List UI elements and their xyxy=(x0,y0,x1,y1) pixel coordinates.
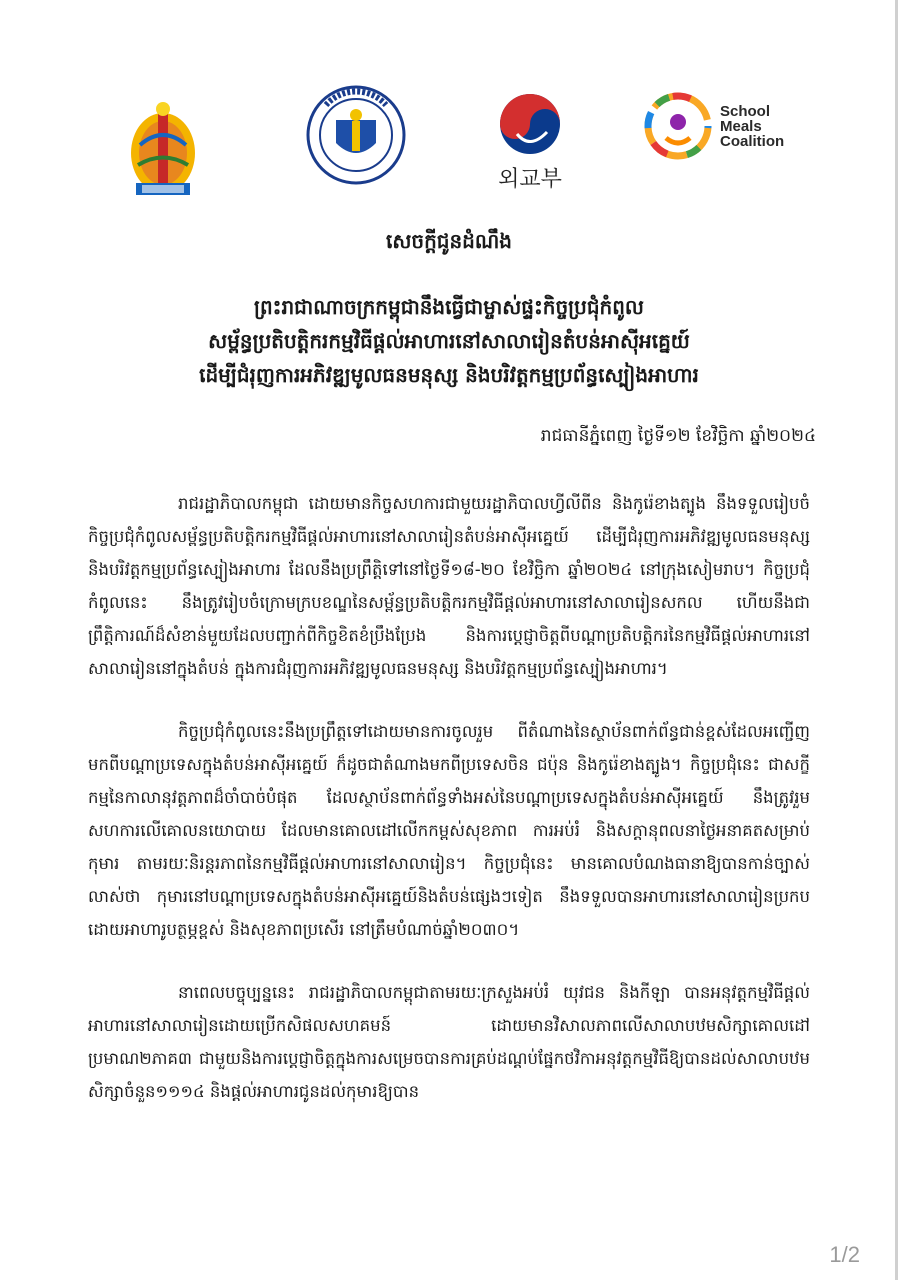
deped-seal-icon xyxy=(306,85,406,185)
title-line: ដើម្បីជំរុញការអភិវឌ្ឍមូលធនមនុស្ស និងបរិវត្តកម្មប្រព័ន្ធស្បៀងអាហារ xyxy=(199,363,699,387)
korea-mofa-logo xyxy=(495,90,565,190)
smc-name: School Meals Coalition xyxy=(720,103,785,150)
body-paragraph: នាពេលបច្ចុប្បន្ននេះ រាជរដ្ឋាភិបាលកម្ពុជាតាមរយៈក្រសួងអប់រំ យុវជន និងកីឡា បានអនុវត្តកម្មវិធីផ្តល់អាហារនៅសាលារៀនដោយប្រើកសិផលសហគមន៍ ដោយមានវិសាលភាពលើសាលាបឋមសិក្សាគោលដៅប្រមាណ២ភាគ៣ ជាមួយនិងការប្តេជ្ញាចិត្តក្នុងការសម្រេចបានការគ្រប់ដណ្តប់ផ្នែកថវិកាអនុវត្តកម្មវិធីឱ្យបានដល់សាលាបឋមសិក្សាចំនួន១១១៤ និងផ្តល់អាហារជូនដល់កុមារឱ្យបាន xyxy=(88,983,810,1101)
title-line: ព្រះរាជាណាចក្រកម្ពុជានឹងធ្វើជាម្ចាស់ផ្ទះកិច្ចប្រជុំកំពូល xyxy=(254,295,644,319)
title-line: សម្ព័ន្ធប្រតិបត្តិករកម្មវិធីផ្តល់អាហារនៅសាលារៀនតំបន់អាស៊ីអគ្នេយ៍ xyxy=(208,329,690,353)
body-paragraph: កិច្ចប្រជុំកំពូលនេះនឹងប្រព្រឹត្តទៅដោយមានការចូលរួម ពីតំណាងនៃស្ថាប័នពាក់ព័ន្ធជាន់ខ្ពស់ដែលអញ្ជើញមកពីបណ្តាប្រទេសក្នុងតំបន់អាស៊ីអគ្នេយ៍ ក៏ដូចជាតំណាងមកពីប្រទេសចិន ជប៉ុន និងកូរ៉េខាងត្បូង។ កិច្ចប្រជុំនេះ ជាសក្ខីកម្មនៃកាលានុវត្តភាពដ៏ចាំបាច់បំផុត ដែលស្ថាប័នពាក់ព័ន្ធទាំងអស់នៃបណ្តាប្រទេសក្នុងតំបន់អាស៊ីអគ្នេយ៍ នឹងត្រូវរួមសហការលើគោលនយោបាយ ដែលមានគោលដៅលើកកម្ពស់សុខភាព ការអប់រំ និងសក្តានុពលនាថ្ងៃអនាគតសម្រាប់កុមារ តាមរយៈនិរន្តរភាពនៃកម្មវិធីផ្តល់អាហារនៅសាលារៀន។ កិច្ចប្រជុំនេះ មានគោលបំណងធានាឱ្យបានកាន់ច្បាស់លាស់ថា កុមារនៅបណ្តាប្រទេសក្នុងតំបន់អាស៊ីអគ្នេយ៍និងតំបន់ផ្សេងៗទៀត នឹងទទួលបានអាហារនៅសាលារៀនប្រកបដោយអាហារូបត្ថម្ភខ្ពស់ និងសុខភាពប្រសើរ នៅត្រឹមបំណាច់ឆ្នាំ២០៣០។ xyxy=(88,722,810,939)
page-indicator: 1/2 xyxy=(829,1242,860,1267)
document-body xyxy=(88,487,810,1138)
smc-ring-icon xyxy=(642,90,714,162)
notice-heading: សេចក្តីជូនដំណឹង xyxy=(386,229,512,253)
cambodia-ministry-emblem xyxy=(128,95,198,200)
dateline: រាជធានីភ្នំពេញ ថ្ងៃទី១២ ខែវិច្ឆិកា ឆ្នាំ២០២៤ xyxy=(540,426,816,446)
document-title xyxy=(60,290,838,392)
body-paragraph: រាជរដ្ឋាភិបាលកម្ពុជា ដោយមានកិច្ចសហការជាមួយរដ្ឋាភិបាលហ្វីលីពីន និងកូរ៉េខាងត្បូង នឹងទទួលរៀបចំកិច្ចប្រជុំកំពូលសម្ព័ន្ធប្រតិបត្តិករកម្មវិធីផ្តល់អាហារនៅសាលារៀនតំបន់អាស៊ីអគ្នេយ៍ ដើម្បីជំរុញការអភិវឌ្ឍមូលធនមនុស្ស និងបរិវត្តកម្មប្រព័ន្ធស្បៀងអាហារ ដែលនឹងប្រព្រឹត្តិទៅនៅថ្ងៃទី១៨-២០ ខែវិច្ឆិកា ឆ្នាំ២០២៤ នៅក្រុងសៀមរាប។ កិច្ចប្រជុំកំពូលនេះ នឹងត្រូវរៀបចំក្រោមក្របខណ្ឌនៃសម្ព័ន្ធប្រតិបត្តិករកម្មវិធីផ្តល់អាហារនៅសាលារៀនសកល ហើយនឹងជាព្រឹត្តិការណ៍ដ៏សំខាន់មួយដែលបញ្ជាក់ពីកិច្ចខិតខំប្រឹងប្រែង និងការប្តេជ្ញាចិត្តពីបណ្តាប្រតិបត្តិករនៃកម្មវិធីផ្តល់អាហារនៅសាលារៀននៅក្នុងតំបន់ ក្នុងការជំរុញការអភិវឌ្ឍមូលធនមនុស្ស និងបរិវត្តកម្មប្រព័ន្ធស្បៀងអាហារ។ xyxy=(88,494,810,678)
deped-seal xyxy=(306,85,406,185)
logo-row xyxy=(0,85,898,200)
school-meals-coalition-logo xyxy=(642,90,812,170)
korea-mofa-text: 외교부 xyxy=(498,167,562,192)
cambodia-emblem-icon xyxy=(128,95,198,200)
taegeuk-icon xyxy=(495,90,565,158)
